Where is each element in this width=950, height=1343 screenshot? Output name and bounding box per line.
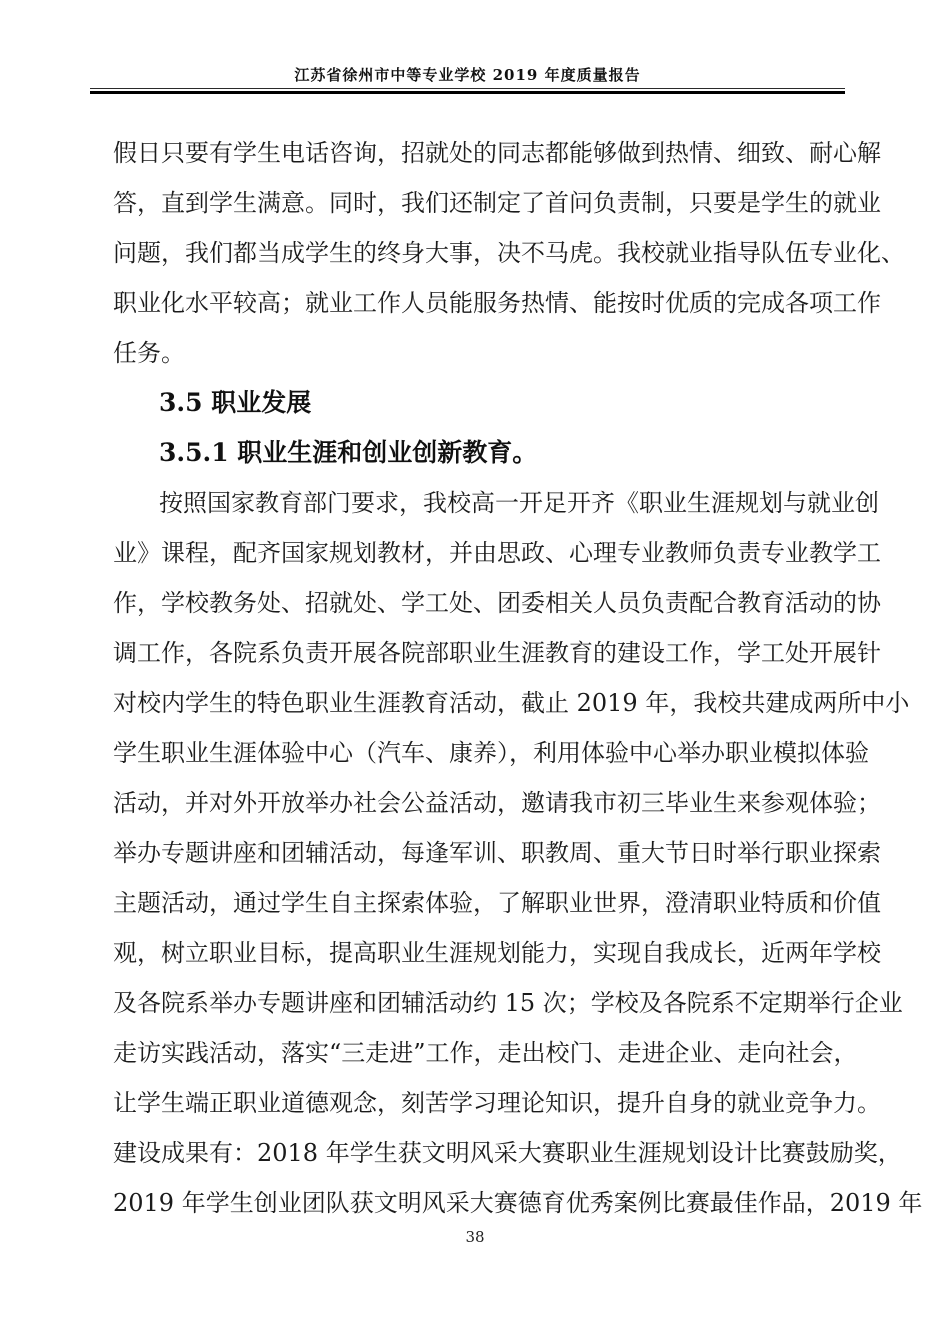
header-rule-thin-line bbox=[90, 88, 845, 89]
header-rule-thick-line bbox=[90, 91, 845, 94]
paragraph-1-line: 任务。 bbox=[113, 339, 185, 367]
paragraph-2-line: 作，学校教务处、招就处、学工处、团委相关人员负责配合教育活动的协 bbox=[113, 589, 881, 617]
page-footer bbox=[0, 1228, 950, 1246]
paragraph-2-line: 建设成果有：2018 年学生获文明风采大赛职业生涯规划设计比赛鼓励奖， bbox=[113, 1139, 902, 1167]
paragraph-2-line: 调工作，各院系负责开展各院部职业生涯教育的建设工作，学工处开展针 bbox=[113, 639, 881, 667]
paragraph-1-line: 职业化水平较高；就业工作人员能服务热情、能按时优质的完成各项工作 bbox=[113, 289, 881, 317]
paragraph-2-line: 观，树立职业目标，提高职业生涯规划能力，实现自我成长，近两年学校 bbox=[113, 939, 881, 967]
paragraph-2-line: 业》课程，配齐国家规划教材，并由思政、心理专业教师负责专业教学工 bbox=[113, 539, 881, 567]
paragraph-1-line: 答，直到学生满意。同时，我们还制定了首问负责制，只要是学生的就业 bbox=[113, 189, 881, 217]
paragraph-2-line: 让学生端正职业道德观念，刻苦学习理论知识，提升自身的就业竞争力。 bbox=[113, 1089, 881, 1117]
paragraph-2-line: 学生职业生涯体验中心（汽车、康养），利用体验中心举办职业模拟体验 bbox=[113, 739, 869, 767]
running-header-title: 江苏省徐州市中等专业学校 2019 年度质量报告 bbox=[294, 66, 641, 84]
paragraph-1-line: 问题，我们都当成学生的终身大事，决不马虎。我校就业指导队伍专业化、 bbox=[113, 239, 905, 267]
section-heading-3-5: 3.5 职业发展 bbox=[159, 388, 312, 417]
paragraph-2-line: 主题活动，通过学生自主探索体验，了解职业世界，澄清职业特质和价值 bbox=[113, 889, 881, 917]
paragraph-1-line: 假日只要有学生电话咨询，招就处的同志都能够做到热情、细致、耐心解 bbox=[113, 139, 881, 167]
page-number: 38 bbox=[465, 1228, 485, 1246]
header-double-rule bbox=[90, 88, 845, 94]
paragraph-2-line: 举办专题讲座和团辅活动，每逢军训、职教周、重大节日时举行职业探索 bbox=[113, 839, 881, 867]
section-heading-3-5-1: 3.5.1 职业生涯和创业创新教育。 bbox=[159, 438, 538, 467]
paragraph-2-line: 走访实践活动，落实“三走进”工作，走出校门、走进企业、走向社会， bbox=[113, 1039, 858, 1067]
paragraph-2-line: 及各院系举办专题讲座和团辅活动约 15 次；学校及各院系不定期举行企业 bbox=[113, 989, 903, 1017]
paragraph-2-line: 按照国家教育部门要求，我校高一开足开齐《职业生涯规划与就业创 bbox=[159, 489, 879, 517]
paragraph-2-line: 对校内学生的特色职业生涯教育活动，截止 2019 年，我校共建成两所中小 bbox=[113, 689, 910, 717]
paragraph-2-line: 活动，并对外开放举办社会公益活动，邀请我市初三毕业生来参观体验； bbox=[113, 789, 881, 817]
paragraph-2-line: 2019 年学生创业团队获文明风采大赛德育优秀案例比赛最佳作品，2019 年 bbox=[113, 1189, 923, 1217]
document-body bbox=[113, 128, 923, 1228]
